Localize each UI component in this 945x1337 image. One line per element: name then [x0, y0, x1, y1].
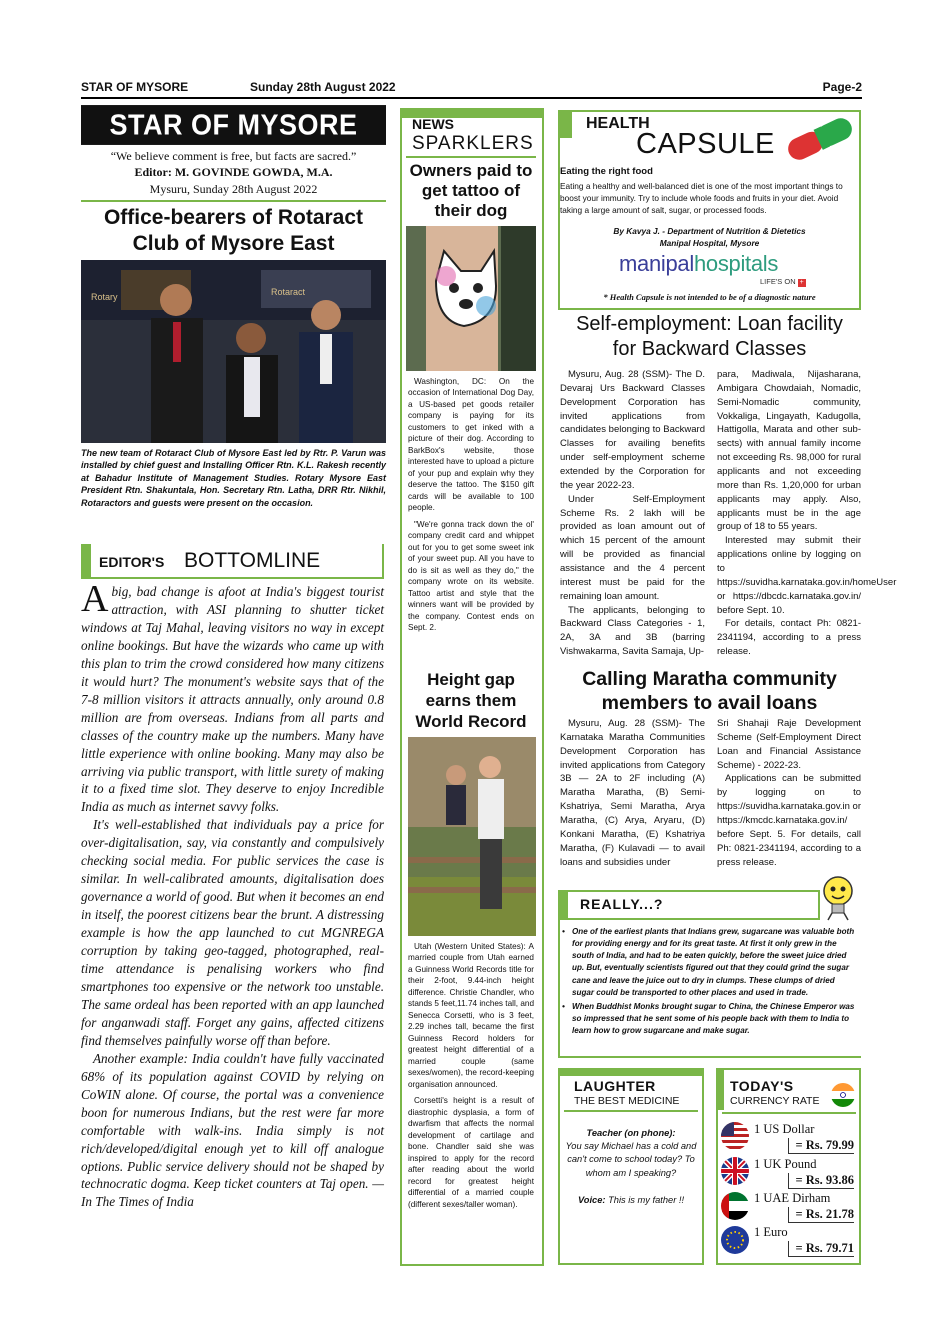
maratha-col1-p1: Mysuru, Aug. 28 (SSM)- The Karnataka Maratha Communities Development Corporation has invited applications from Category 3B — 2A to 2F including (A) Maratha Maratha, (B) Semi-Kshatriya, Semi Maratha, Arya Maratha, (C) Arya, Aryaru, (D) Konkani Maratha, (E) Kshatriya Maratha, (F) Kulavadi — to avail loans and subsidies under [560, 718, 705, 868]
dog-tattoo-p2: "We're gonna track down the ol' company credit card and whippet out for you to get some sweet ink of your sweet pup. All you have to do is sit as well as they do," the company wrote on its website. Tattoo artist and style that the winners want will be provided by the company. Contest ends on Sept. 2. [408, 519, 534, 633]
sparklers-label-b: SPARKLERS [412, 133, 534, 154]
height-gap-body [408, 941, 534, 1210]
sparklers-divider [406, 156, 536, 158]
currency-divider [722, 1112, 856, 1114]
masthead-editor: Editor: M. GOVINDE GOWDA, M.A. [134, 165, 333, 179]
health-body: Eating a healthy and well-balanced diet is one of the most important things to boost your immunity. Try to include whole foods and fruits in your diet. Avoid taking a large amount of salt, sugar, or processed foods. [560, 181, 843, 216]
really-item [562, 1001, 858, 1037]
manipal-logo [619, 251, 778, 277]
svg-text:Rotaract: Rotaract [271, 287, 306, 297]
currency-unit: 1 Euro [754, 1225, 788, 1239]
masthead-dateline: Mysuru, Sunday 28th August 2022 [149, 182, 318, 196]
laughter-line-1: You say Michael has a cold and can't come to school today? To whom am I speaking? [565, 1141, 697, 1178]
health-disclaimer: * Health Capsule is not intended to be of a diagnostic nature [603, 292, 816, 302]
really-list [562, 926, 858, 1037]
header-paper-name: STAR OF MYSORE [81, 80, 189, 94]
loan-headline-line1: Self-employment: Loan facility [576, 313, 843, 335]
uae-flag-icon [721, 1192, 749, 1220]
currency-side-bar [716, 1068, 724, 1110]
currency-value: = Rs. 93.86 [788, 1173, 854, 1189]
rotaract-headline [81, 205, 386, 258]
laughter-top-bar [558, 1068, 704, 1076]
editorial-paragraph-2: It's well-established that individuals pay a price for over-digitalisation, say, via constantly and compulsively checking social media. For public services the case is similar. In well-calibrated amounts, digitalisation does governance a world of good. But when it becomes an end in itself, the poorest citizens bear the brunt. A distressing example is how the app launched to cut MGNREGA corruption by taking geo-tagged, photographed, real-time attendance is penalising workers who find smartphones too expensive or the network too unstable. The same ordeal has been reported with an app launched for anganwadi staff. Forget any gains, affected citizens find themselves painfully worse off than before. [81, 817, 384, 1048]
editorial-body [81, 578, 384, 1211]
header-rule [81, 97, 862, 99]
currency-value: = Rs. 79.99 [788, 1138, 854, 1154]
really-item [562, 926, 858, 999]
india-flag-icon [831, 1083, 855, 1107]
height-gap-headline: Height gap earns them World Record [415, 670, 527, 732]
maratha-headline-line1: Calling Maratha community [582, 668, 837, 690]
capsule-pill-icon [780, 114, 860, 164]
rotaract-photo [81, 260, 386, 443]
laughter-label-b: THE BEST MEDICINE [574, 1095, 680, 1107]
header-date: Sunday 28th August 2022 [250, 80, 396, 94]
editorial-paragraph-3: Another example: India couldn't have fully vaccinated 68% of its population against COVID by relying on CoWIN alone. Of course, the portal was a convenience boon for numerous Indians, but the rest were far more comfortable with walk-ins. India simply is not rich/developed/digital enough yet to kill off analogue options. Public service delivery should not be shaped by technocratic dogma. Keep ticket counters at Taj open. —In The Times of India [81, 1050, 384, 1210]
currency-unit: 1 UAE Dirham [754, 1191, 831, 1205]
maratha-col2-p2: Applications can be submitted by logging on to https://suvidha.karnataka.gov.in or https://kmcdc.karnataka.gov.in/ before Sept. 5. For details, call Ph: 0821-2341194, according to a press release. [717, 773, 861, 868]
editorial-label-box [81, 544, 384, 579]
height-gap-p1: Utah (Western United States): A married couple from Utah earned a Guinness World Records title for their 2-foot, 9.44-inch height difference. Christie Chandler, who stands 5 feet,11.74 inches tall, and Senecca Corsetti, who is 3 feet, 2.29 inches tall, became the first Guinness Record holders for greatest height differential of a married couple (same sexes/women), the record-keeping organisation announced. [408, 942, 534, 1089]
masthead-motto: “We believe comment is free, but facts are sacred.” [110, 149, 357, 163]
editorial-label-bar [81, 544, 91, 577]
loan-headline [558, 312, 861, 362]
currency-value: = Rs. 79.71 [788, 1241, 854, 1257]
editorial-dropcap: A [81, 578, 109, 620]
dog-tattoo-headline: Owners paid to get tattoo of their dog [409, 161, 533, 221]
health-label-b: CAPSULE [636, 128, 775, 160]
maratha-headline-line2: members to avail loans [601, 692, 818, 715]
loan-col2-p3: For details, contact Ph: 0821-2341194, according to a press release. [717, 618, 861, 658]
health-subhead: Eating the right food [560, 166, 653, 177]
laughter-speaker-1: Teacher (on phone): [586, 1128, 676, 1138]
manipal-logo-a: manipal [619, 251, 694, 276]
laughter-divider [564, 1110, 698, 1112]
dog-tattoo-body [408, 376, 534, 634]
manipal-tagline-text: LIFE'S ON [760, 277, 796, 286]
bullet-icon: • [562, 927, 565, 936]
editorial-label-b: BOTTOMLINE [184, 549, 321, 572]
currency-rates [718, 1120, 858, 1260]
usa-flag-icon [721, 1122, 749, 1150]
maratha-col1 [560, 717, 705, 869]
health-byline-1: By Kavya J. - Department of Nutrition & Dietetics [613, 226, 806, 236]
currency-label-a: TODAY'S [730, 1078, 794, 1094]
loan-col2-p2: Interested may submit their applications online by logging on to https://suvidha.karnataka.gov.in/homeUser or https://dbcdc.karnataka.gov.in/ before Sept. 10. [717, 535, 897, 616]
laughter-joke [562, 1127, 700, 1207]
editorial-label-a: EDITOR'S [99, 554, 165, 570]
rotaract-headline-line1: Office-bearers of Rotaract [103, 206, 364, 229]
maratha-col2 [717, 717, 861, 869]
rotaract-headline-line2: Club of Mysore East [132, 232, 335, 256]
laughter-label-a: LAUGHTER [574, 1078, 656, 1094]
really-item-1-text: One of the earliest plants that Indians grew, sugarcane was valuable both for providing energy and for its great taste. At first it only grew in the south of India, and had to be eaten quickly, before the sweet juice dried up. But, eventually scientists figured out that they could grind the sugar cane and leave the juice out to dry in clumps. These clumps of dried sugar could be transported to other places and used in trade. [572, 927, 855, 997]
editorial-p1-text: big, bad change is afoot at India's biggest tourist attraction, with ASI planning to shutter ticket windows at Taj Mahal, leaving visitors no way in except online bookings. But have the wizards who came up with this plan to trim the crowd considered how many citizens it would hurt? The monument's website says that of the 7-8 million visitors it attracts annually, only around 0.8 million are from overseas. Indians from all parts and classes of the country make up the numbers. Many have little experience with online booking. Many may also be arriving via public transport, with little surety of making it to a fixed time slot. They deserve to enjoy Incredible India as much as internet savvy folks. [81, 584, 384, 815]
currency-unit: 1 US Dollar [754, 1122, 815, 1136]
health-capsule-tab [558, 110, 572, 138]
manipal-logo-b: hospitals [693, 251, 779, 276]
masthead-divider [81, 200, 386, 202]
bullet-icon: • [562, 1001, 565, 1011]
eu-flag-icon [721, 1226, 749, 1254]
loan-col1-p3: The applicants, belonging to Backward Class Categories - 1, 2A, 3A and 3B (barring Vishwakarma, Savita Samaja, Up- [560, 604, 705, 658]
svg-text:Rotary: Rotary [91, 292, 118, 302]
height-gap-p2: Corsetti's height is a result of diastrophic dysplasia, a form of dwarfism that affects the normal development of cartilage and bone. Chandler said she was inspired to apply for the record after reading about the world record for greatest height differential of a married couple (different sexes/taller woman). [408, 1096, 534, 1209]
really-label: REALLY...? [580, 896, 664, 912]
lightbulb-icon [818, 874, 858, 922]
currency-label-b: CURRENCY RATE [730, 1095, 820, 1107]
loan-col2 [717, 368, 897, 659]
dog-tattoo-p1: Washington, DC: On the occasion of International Dog Day, a US-based pet goods retailer company is paying for its customers to get inked with a picture of their dog. According to BarkBox's website, those interested have to upload a picture of your pup and explain why they deserve the tattoo. The $150 gift cards will be available to 100 people. [408, 377, 534, 513]
height-gap-photo [408, 737, 536, 936]
plus-icon: + [799, 279, 804, 286]
maratha-col2-p1: Sri Shahaji Raje Development Scheme (Self-Employment Direct Loan and Financial Assistance Scheme) - 2022-23. [717, 718, 861, 771]
loan-headline-line2: for Backward Classes [612, 338, 807, 360]
editorial-paragraph-1 [81, 578, 384, 816]
maratha-headline [558, 667, 861, 716]
loan-col2-p1: para, Madiwala, Nijasharana, Ambigara Chowdaiah, Nomadic, Semi-Nomadic community, Vokkaliga, Lingayath, Kadugolla, Hattigolla, Marata and other sub-sects) with annual family income not exceeding Rs. 98,000 for rural applicants and not exceeding more than Rs. 1,20,000 for urban applicants may apply. Also, applicants must be in the age group of 18 to 55 years. [717, 369, 861, 533]
manipal-tagline [760, 277, 806, 287]
uk-flag-icon [721, 1157, 749, 1185]
dog-tattoo-photo [406, 226, 536, 371]
currency-unit: 1 UK Pound [754, 1157, 817, 1171]
masthead-title: STAR OF MYSORE [81, 105, 386, 145]
health-label-a: HEALTH [586, 115, 650, 132]
header-page-number: Page-2 [822, 80, 862, 94]
loan-col1-p1: Mysuru, Aug. 28 (SSM)- The D. Devaraj Urs Backward Classes Development Corporation has invited applications from candidates belonging to Backward Classes for availing benefits under self-employment scheme extended by the Corporation for the year 2022-23. [560, 369, 705, 491]
rotaract-caption: The new team of Rotaract Club of Mysore East led by Rtr. P. Varun was installed by chief guest and Installing Officer Rtn. K.L. Rakesh recently at Bahadur Institute of Management Studies. Rotary Mysore East President Rtn. Shakuntala, Hon. Secretary Rtn. Latha, DRR Rtr. Nikhil, Rotaractors and guests were present on the occasion. [81, 448, 386, 508]
loan-col1 [560, 368, 705, 659]
really-item-2-text: When Buddhist Monks brought sugar to China, the Chinese Emperor was so impressed that he sent some of his people back with them to India to learn how to grow sugarcane and make sugar. [572, 1001, 855, 1036]
currency-value: = Rs. 21.78 [788, 1207, 854, 1223]
laughter-line-2: This is my father !! [608, 1194, 685, 1205]
sparklers-label-a: NEWS [412, 116, 454, 132]
laughter-speaker-2: Voice: [577, 1194, 606, 1205]
health-byline-2: Manipal Hospital, Mysore [659, 238, 760, 248]
loan-col1-p2: Under Self-Employment Scheme Rs. 2 lakh will be provided as loan amount out of which 15 percent of the amount will be provided as financial assistance and the 4 percent interest must be paid for the remaining loan amount. [560, 493, 705, 602]
